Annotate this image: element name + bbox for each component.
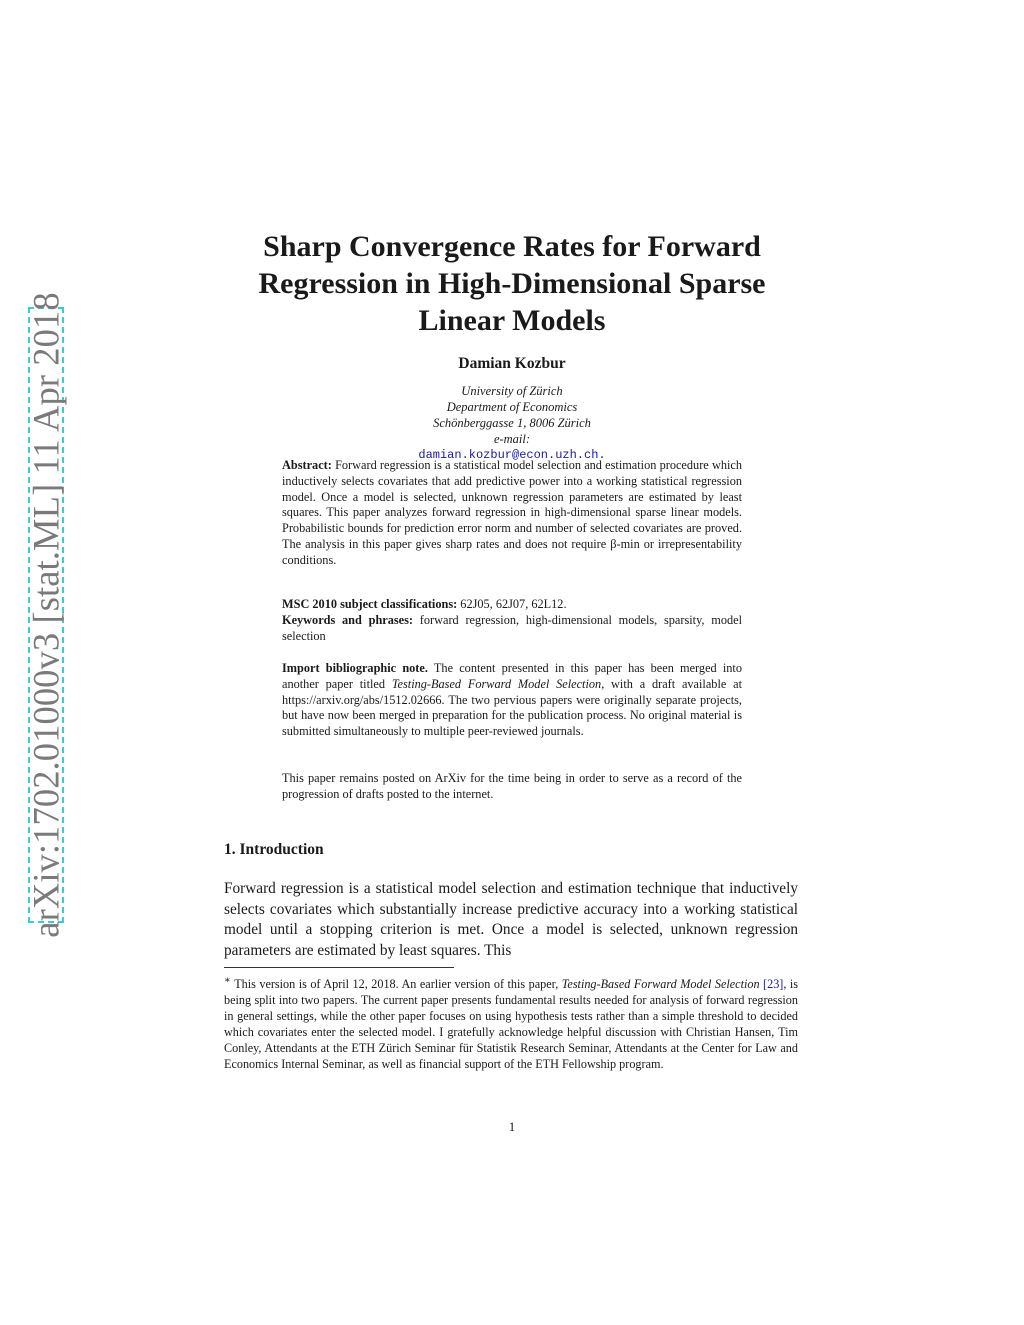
affiliation-department: Department of Economics: [446, 400, 578, 414]
keywords-label: Keywords and phrases:: [282, 613, 414, 627]
bibliographic-note: [282, 661, 742, 740]
note-label: Import bibliographic note.: [282, 661, 428, 675]
msc-value: 62J05, 62J07, 62L12.: [460, 597, 567, 611]
introduction-paragraph: Forward regression is a statistical model selection and estimation technique that inductively selects covariates which substantially increase predictive accuracy into a working statistical model until a stopping criterion is met. Once a model is selected, unknown regression parameters are estimated by least squares. This: [224, 880, 798, 959]
author-name: Damian Kozbur: [458, 355, 566, 372]
note-title: Testing-Based Forward Model Selection: [391, 676, 602, 691]
title-line: Sharp Convergence Rates for Forward: [263, 230, 761, 263]
note-text: The content presented in this paper has been merged into another paper titled: [282, 661, 742, 691]
arxiv-identifier[interactable]: arXiv:1702.01000v3 [stat.ML] 11 Apr 2018: [25, 292, 67, 938]
footnote: [224, 973, 798, 1073]
footnote-rule: [224, 967, 454, 968]
abstract: [282, 458, 742, 569]
affiliation-address: Schönberggasse 1, 8006 Zürich: [433, 416, 591, 430]
affiliation: [212, 383, 812, 463]
page-number: 1: [508, 1119, 516, 1134]
keywords: [282, 613, 742, 645]
footnote-title: Testing-Based Forward Model Selection: [561, 977, 760, 992]
msc-classifications: [282, 597, 742, 613]
email-label: e-mail:: [493, 432, 531, 446]
footnote-mark: ∗: [224, 975, 231, 986]
abstract-label: Abstract:: [282, 458, 332, 472]
citation-link[interactable]: [23]: [763, 977, 784, 992]
note-text-continued: , with a draft available at https://arxiv.org/abs/1512.02666. The two pervious papers were originally separate projects, but have now been merged in preparation for the publication process. No original material is submitted simultaneously to multiple peer-reviewed journals.: [282, 676, 742, 739]
footnote-text-continued: , is being split into two papers. The current paper presents fundamental results needed for analysis of forward regression in general settings, while the other paper focuses on using hypothesis tests rather than a simple threshold to decided which covariates enter the selected model. I gratefully acknowledge helpful discussion with Christian Hansen, Tim Conley, Attendants at the ETH Zürich Seminar für Statistik Research Seminar, Attendants at the Center for Law and Economics Internal Seminar, as well as financial support of the ETH Fellowship program.: [224, 977, 799, 1071]
footnote-text: This version is of April 12, 2018. An earlier version of this paper,: [234, 977, 559, 992]
title-line: Linear Models: [418, 304, 606, 337]
abstract-text: Forward regression is a statistical model selection and estimation procedure which inductively selects covariates that add predictive power into a working statistical regression model. Once a model is selected, unknown regression parameters are estimated by least squares. This paper analyzes forward regression in high-dimensional sparse linear models. Probabilistic bounds for prediction error norm and number of selected covariates are proved. The analysis in this paper gives sharp rates and does not require β-min or irrepresentability conditions.: [282, 458, 742, 567]
affiliation-university: University of Zürich: [461, 384, 563, 398]
msc-label: MSC 2010 subject classifications:: [282, 597, 458, 611]
paper-title: [212, 228, 812, 339]
title-line: Regression in High-Dimensional Sparse: [258, 267, 766, 300]
section-heading-introduction: 1. Introduction: [224, 841, 324, 858]
email-link[interactable]: damian.kozbur@econ.uzh.ch.: [418, 448, 606, 462]
posting-note: This paper remains posted on ArXiv for the time being in order to serve as a record of the progression of drafts posted to the internet.: [282, 771, 742, 801]
keywords-value: forward regression, high-dimensional models, sparsity, model selection: [282, 613, 742, 643]
